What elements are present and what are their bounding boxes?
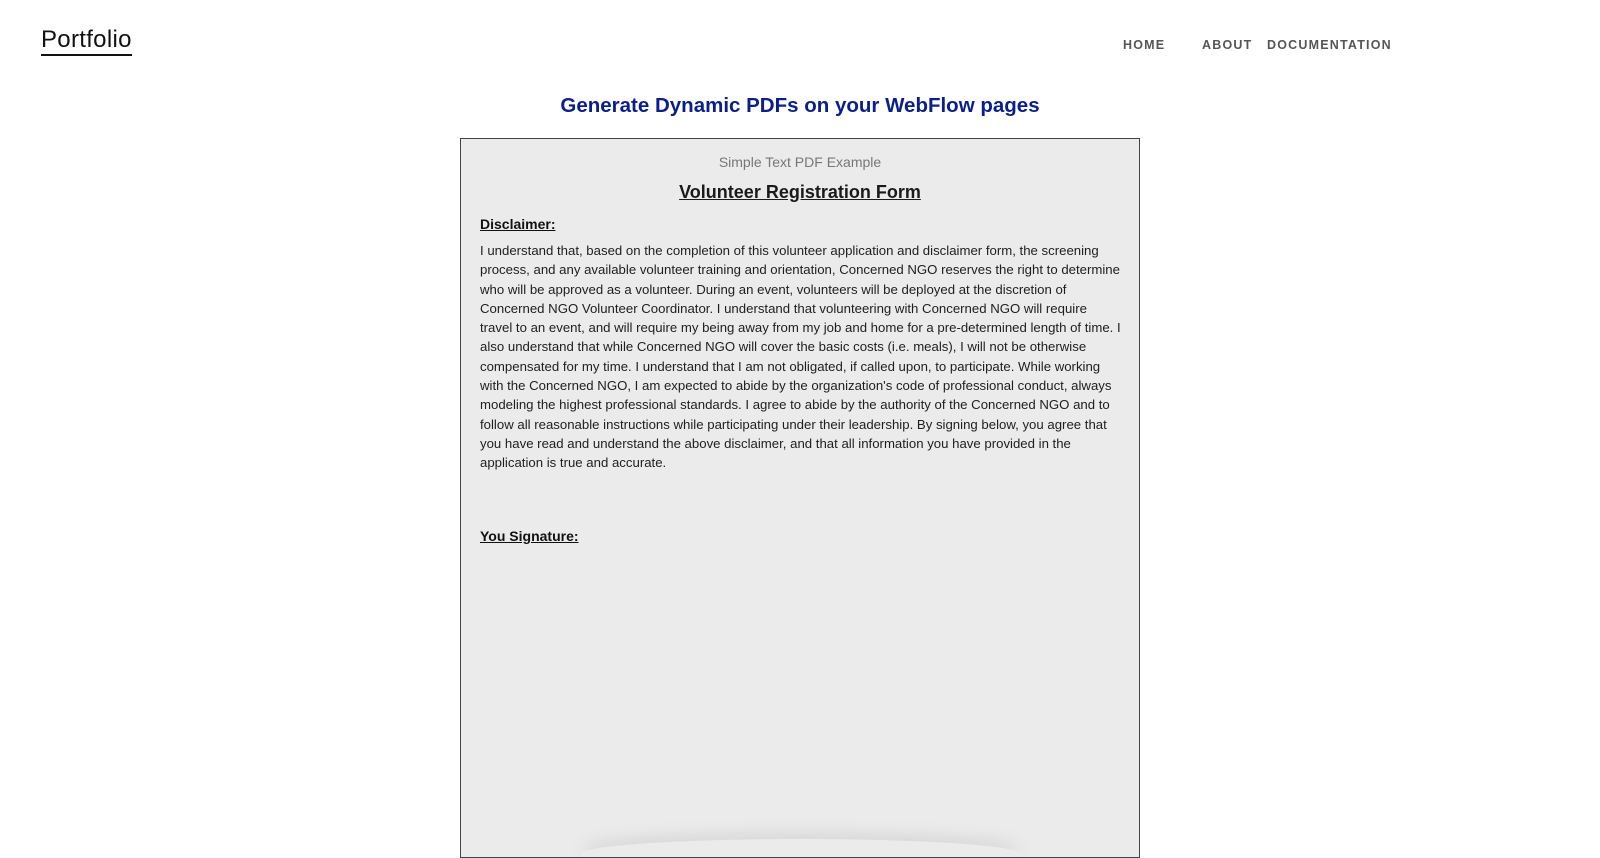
- brand-logo-link[interactable]: Portfolio: [41, 27, 132, 56]
- navbar: [0, 0, 1600, 84]
- pdf-title: Volunteer Registration Form: [679, 182, 921, 202]
- nav-link-home[interactable]: HOME: [1123, 38, 1166, 52]
- nav-link-documentation[interactable]: DOCUMENTATION: [1267, 38, 1392, 52]
- pdf-subtitle: Simple Text PDF Example: [718, 154, 882, 170]
- nav-links: [1000, 37, 1600, 57]
- pdf-preview[interactable]: [460, 138, 1140, 858]
- nav-link-about[interactable]: ABOUT: [1202, 38, 1253, 52]
- disclaimer-label: Disclaimer:: [480, 216, 556, 232]
- page-heading: Generate Dynamic PDFs on your WebFlow pages: [560, 94, 1040, 117]
- signature-pad-shadow: [581, 839, 1021, 858]
- signature-label: You Signature:: [480, 528, 579, 544]
- disclaimer-text: I understand that, based on the completion of this volunteer application and disclaimer form, the screening process, and any available volunteer training and orientation, Concerned NGO reserves the right to determine who will be approved as a volunteer. During an event, volunteers will be deployed at the discretion of Concerned NGO Volunteer Coordinator. I understand that volunteering with Concerned NGO will require travel to an event, and will require my being away from my job and home for a pre-determined length of time. I also understand that while Concerned NGO will cover the basic costs (i.e. meals), I will not be otherwise compensated for my time. I understand that I am not obligated, if called upon, to participate. While working with the Concerned NGO, I am expected to abide by the organization's code of professional conduct, always modeling the highest professional standards. I agree to abide by the authority of the Concerned NGO and to follow all reasonable instructions while participating under their leadership. By signing below, you agree that you have read and understand the above disclaimer, and that all information you have provided in the application is true and accurate.: [480, 243, 1121, 471]
